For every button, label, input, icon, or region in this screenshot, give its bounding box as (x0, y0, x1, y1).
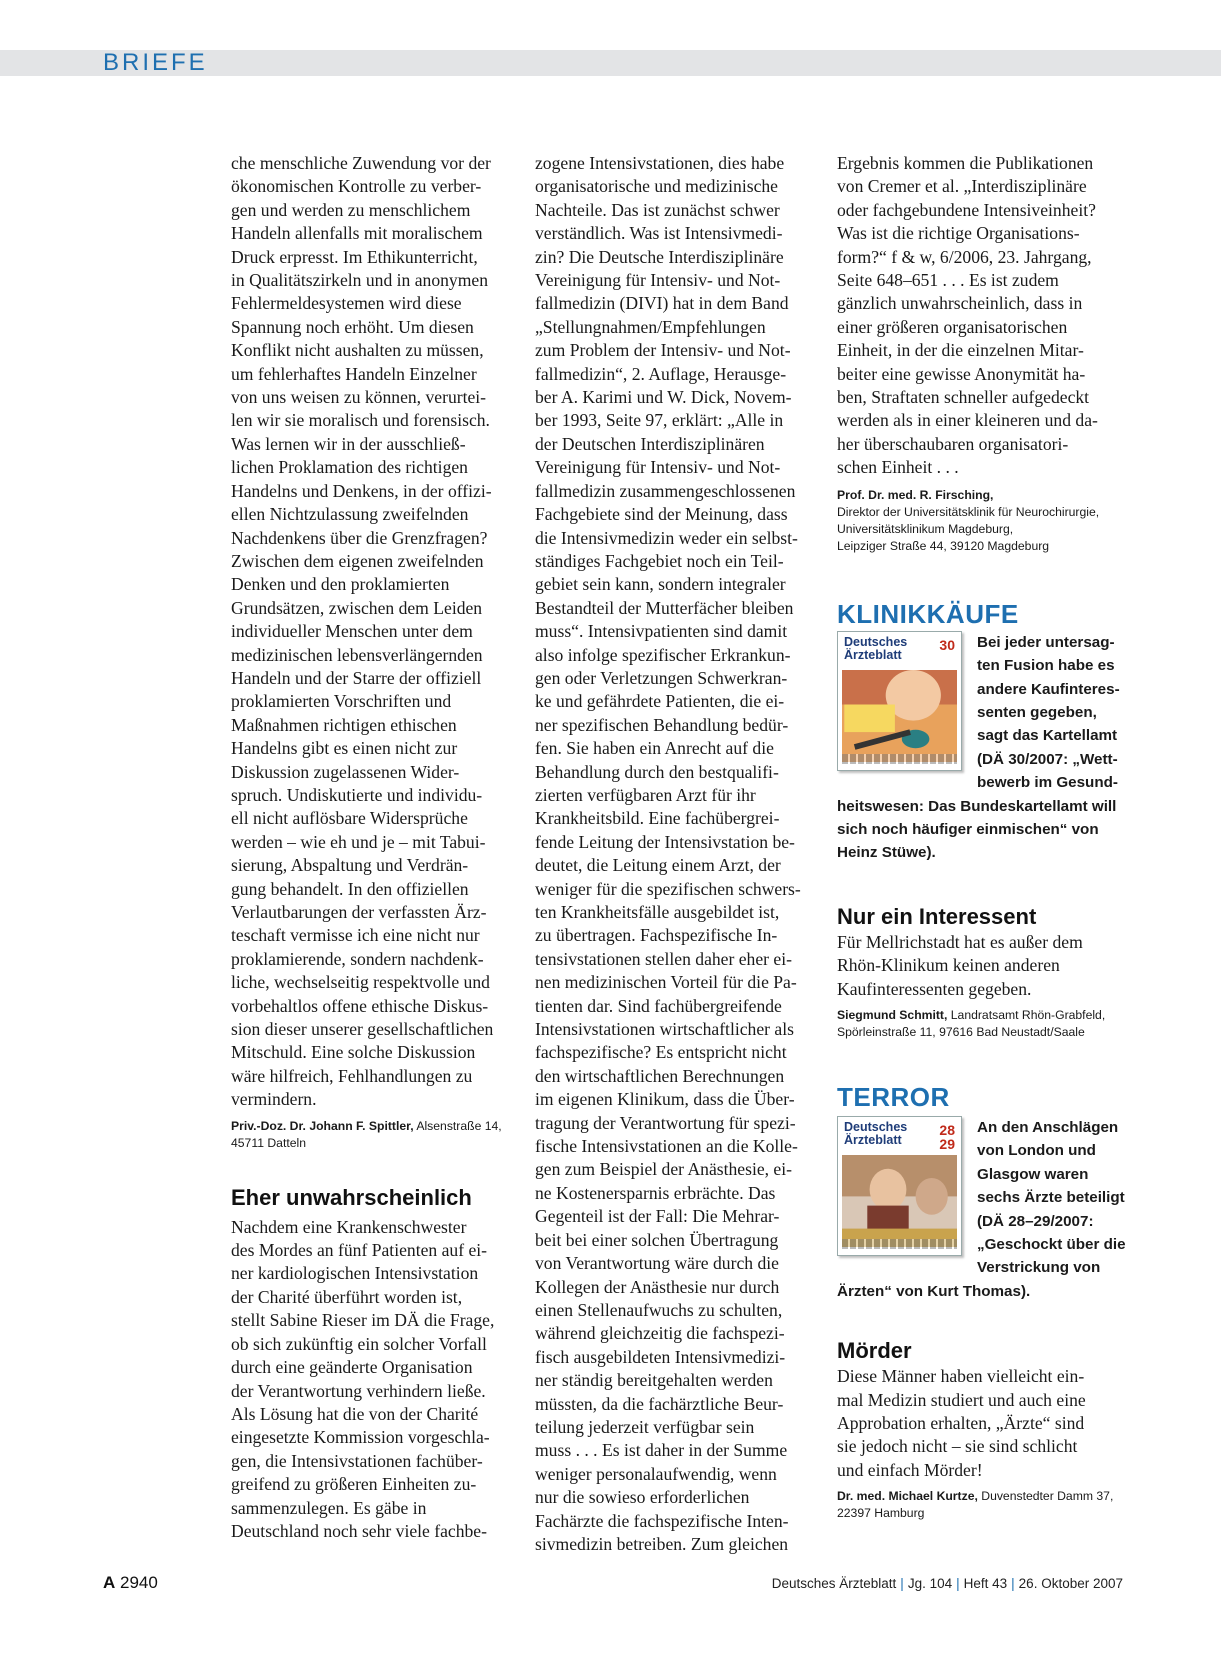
text-line: werden als in einer kleineren und da- (837, 410, 1098, 431)
text-line: stellt Sabine Rieser im DÄ die Frage, (231, 1310, 495, 1331)
magazine-cover-28-29 (837, 1116, 962, 1256)
text-line: „Stellungnahmen/Empfehlungen (535, 316, 766, 337)
journal-issue: Heft 43 (963, 1576, 1008, 1591)
text-line: individueller Menschen unter dem (231, 621, 473, 642)
text-line: medizinischen lebensverlängernden (231, 644, 483, 665)
divider: | (1011, 1576, 1015, 1591)
text-line: Approbation erhalten, „Ärzte“ sind (837, 1413, 1085, 1434)
text-line: der Charité überführt worden ist, (231, 1286, 463, 1307)
text-line: lichen Proklamation des richtigen (231, 457, 468, 478)
terror-intro (977, 1116, 1127, 1280)
text-line: beiter eine gewisse Anonymität ha- (837, 363, 1086, 384)
text-line: ner ständig bereitgehalten werden (535, 1370, 773, 1391)
kicker-terror: TERROR (837, 1081, 950, 1112)
text-line: Ärzten“ von Kurt Thomas). (837, 1282, 1031, 1300)
text-line: spruch. Undiskutierte und individu- (231, 784, 483, 805)
text-line: Spannung noch erhöht. Um diesen (231, 316, 474, 337)
text-line: Behandlung durch den bestqualifi- (535, 761, 779, 782)
text-line: vorbehaltlos offene ethische Diskus- (231, 995, 489, 1016)
letter-2-body (231, 1216, 521, 1544)
letter-4-heading: Mörder (837, 1338, 912, 1364)
text-line: nur die sowieso erforderlichen (535, 1487, 750, 1508)
text-line: muss“. Intensivpatienten sind damit (535, 621, 788, 642)
text-line: Denken und den proklamierten (231, 574, 450, 595)
text-line: verständlich. Was ist Intensivmedi- (535, 223, 783, 244)
text-line: Diskussion zugelassenen Wider- (231, 761, 460, 782)
terror-box (837, 1116, 1127, 1303)
text-line: andere Kaufinteres- (977, 680, 1120, 698)
text-line: Intensivstationen wirtschaftlicher als (535, 1019, 794, 1040)
text-line: Rhön-Klinikum keinen anderen (837, 955, 1060, 976)
text-line: gen oder Verletzungen Schwerkran- (535, 667, 788, 688)
text-line: Handelns gibt es einen nicht zur (231, 738, 458, 759)
text-line: zu übertragen. Fachspezifische In- (535, 925, 778, 946)
signature-institution: Universitätsklinikum Magdeburg, (837, 521, 1014, 536)
text-line: (DÄ 28–29/2007: (977, 1212, 1094, 1230)
text-line: zin? Die Deutsche Interdisziplinäre (535, 246, 784, 267)
text-line: zierten verfügbaren Arzt für ihr (535, 784, 756, 805)
text-line: eingesetzte Kommission vorgeschla- (231, 1427, 490, 1448)
journal-footer (772, 1575, 1123, 1593)
cover-title: Deutsches Ärzteblatt (844, 1119, 908, 1147)
divider: | (900, 1576, 904, 1591)
text-line: mal Medizin studiert und auch eine (837, 1389, 1086, 1410)
letter-2-heading: Eher unwahrscheinlich (231, 1184, 472, 1210)
text-line: fisch ausgebildeten Intensivmedizi- (535, 1346, 786, 1367)
text-line: Heinz Stüwe). (837, 844, 936, 862)
text-line: in Qualitätszirkeln und in anonymen (231, 270, 489, 291)
text-line: schen Einheit . . . (837, 457, 959, 478)
text-line: fallmedizin“, 2. Auflage, Herausge- (535, 363, 787, 384)
text-line: einen Stellenaufwuchs zu schulten, (535, 1299, 783, 1320)
text-line: Maßnahmen richtigen ethischen (231, 714, 457, 735)
text-line: gen und werden zu menschlichem (231, 199, 471, 220)
journal-date: 26. Oktober 2007 (1018, 1576, 1123, 1591)
text-line: ner kardiologischen Intensivstation (231, 1263, 479, 1284)
text-line: vermindern. (231, 1089, 317, 1110)
text-line: proklamierende, sondern nachdenk- (231, 948, 484, 969)
text-line: greifend zu größeren Einheiten zu- (231, 1474, 477, 1495)
text-line: An den Anschlägen (977, 1118, 1119, 1136)
text-line: sion dieser unserer gesellschaftlichen (231, 1019, 494, 1040)
text-line: Was ist die richtige Organisations- (837, 223, 1080, 244)
magazine-cover-30 (837, 631, 962, 771)
text-line: Nachdenkens über die Grenzfragen? (231, 527, 488, 548)
column-2 (535, 152, 818, 1556)
text-line: ell nicht auflösbare Widersprüche (231, 808, 468, 829)
letter-3-signature: Siegmund Schmitt, Landratsamt Rhön-Grabfeld, Spörleinstraße 11, 97616 Bad Neustadt/Saale (837, 1007, 1106, 1039)
text-line: Vereinigung für Intensiv- und Not- (535, 270, 781, 291)
text-line: Handeln und der Starre der offiziell (231, 667, 482, 688)
letter-3-heading: Nur ein Interessent (837, 903, 1037, 929)
text-line: sammenzulegen. Es gäbe in (231, 1497, 427, 1518)
text-line: senten gegeben, (977, 703, 1097, 721)
signature-address: Leipziger Straße 44, 39120 Magdeburg (837, 538, 1050, 553)
text-line: ellen Nichtzulassung zweifelnden (231, 504, 469, 525)
signature-affiliation: Direktor der Universitätsklinik für Neurochirurgie, (837, 504, 1100, 519)
text-line: (DÄ 30/2007: „Wett- (977, 750, 1118, 768)
text-line: Grundsätzen, zwischen dem Leiden (231, 597, 483, 618)
text-line: von Cremer et al. „Interdisziplinäre (837, 176, 1087, 197)
text-line: Krankheitsbild. Eine fachübergrei- (535, 808, 780, 829)
text-line: Mitschuld. Eine solche Diskussion (231, 1042, 476, 1063)
text-line: weniger personalaufwendig, wenn (535, 1463, 777, 1484)
text-line: gen, die Intensivstationen fachüber- (231, 1450, 483, 1471)
cover-footer (842, 754, 957, 764)
text-line: Diese Männer haben vielleicht ein- (837, 1366, 1085, 1387)
cover-photo-icon (842, 1155, 957, 1247)
cover-footer (842, 1239, 957, 1249)
journal-name: Deutsches Ärzteblatt (771, 1576, 897, 1591)
text-line: um fehlerhaftes Handeln Einzelner (231, 363, 477, 384)
cover-issue-number: 30 (939, 636, 955, 653)
text-line: teilung jederzeit verfügbar sein (535, 1416, 755, 1437)
text-line: von uns weisen zu können, verurtei- (231, 387, 487, 408)
text-line: des Mordes an fünf Patienten auf ei- (231, 1240, 488, 1261)
text-line: weniger für die spezifischen schwers- (535, 878, 801, 899)
text-line: beit bei einer solchen Übertragung (535, 1229, 779, 1250)
text-line: Kaufinteressenten gegeben. (837, 978, 1032, 999)
text-line: ne Kostenersparnis erbrächte. Das (535, 1182, 776, 1203)
text-line: ke und gefährdete Patienten, die ei- (535, 691, 785, 712)
letter-2-body-end (837, 152, 1127, 480)
text-line: oder fachgebundene Intensiveinheit? (837, 199, 1096, 220)
text-line: sagt das Kartellamt (977, 727, 1118, 745)
letter-4-body (837, 1365, 1127, 1482)
letter-2-body-continued (535, 152, 818, 1556)
cover-issue-number: 28 29 (939, 1121, 955, 1152)
text-line: teschaft vermisse ich eine nicht nur (231, 925, 480, 946)
text-line: gung behandelt. In den offiziellen (231, 878, 469, 899)
text-line: einer größeren organisatorischen (837, 316, 1068, 337)
text-line: ben, Straftaten schneller aufgedeckt (837, 387, 1090, 408)
text-line: fallmedizin zusammengeschlossenen (535, 480, 796, 501)
text-line: Bei jeder untersag- (977, 633, 1115, 651)
text-line: tragung der Verantwortung für spezi- (535, 1112, 796, 1133)
text-line: Einheit, in der die einzelnen Mitar- (837, 340, 1084, 361)
text-line: Nachteile. Das ist zunächst schwer (535, 199, 780, 220)
text-line: den wirtschaftlichen Berechnungen (535, 1065, 785, 1086)
text-line: Kollegen der Anästhesie nur durch (535, 1276, 780, 1297)
text-line: gen zum Beispiel der Anästhesie, ei- (535, 1159, 792, 1180)
text-line: muss . . . Es ist daher in der Summe (535, 1440, 788, 1461)
text-line: sich noch häufiger einmischen“ von (837, 820, 1099, 838)
klinikkaeufe-intro-continued (837, 795, 1127, 865)
text-line: ökonomischen Kontrolle zu verber- (231, 176, 482, 197)
text-line: zum Problem der Intensiv- und Not- (535, 340, 791, 361)
text-line: sierung, Abspaltung und Verdrän- (231, 855, 469, 876)
signature-name: Priv.-Doz. Dr. Johann F. Spittler, (231, 1118, 414, 1133)
signature-name: Prof. Dr. med. R. Firsching, (837, 487, 994, 502)
text-line: Handelns und Denkens, in der offizi- (231, 480, 492, 501)
text-line: Gegenteil ist der Fall: Die Mehrar- (535, 1206, 780, 1227)
text-line: ber A. Karimi und W. Dick, Novem- (535, 387, 792, 408)
klinikkaeufe-intro (977, 631, 1127, 795)
kicker-klinikkaeufe: KLINIKKÄUFE (837, 598, 1019, 629)
text-line: ten Krankheitsfälle ausgebildet ist, (535, 902, 780, 922)
text-line: ner spezifischen Behandlung bedür- (535, 714, 789, 735)
text-line: fallmedizin (DIVI) hat in dem Band (535, 293, 789, 314)
text-line: wäre hilfreich, Fehlhandlungen zu (231, 1065, 473, 1086)
text-line: tensivstationen stellen daher eher ei- (535, 948, 792, 969)
section-label: BRIEFE (103, 49, 208, 76)
text-line: Für Mellrichstadt hat es außer dem (837, 931, 1083, 952)
text-line: nen medizinischen Vorteil für die Pa- (535, 972, 797, 993)
text-line: Handeln allenfalls mit moralischem (231, 223, 483, 244)
text-line: Seite 648–651 . . . Es ist zudem (837, 270, 1059, 291)
text-line: „Geschockt über die (977, 1236, 1126, 1253)
text-line: also infolge spezifischer Erkrankun- (535, 644, 791, 665)
text-line: fachspezifische? Es entspricht nicht (535, 1042, 787, 1063)
text-line: sivmedizin betreiben. Zum gleichen (535, 1533, 789, 1554)
column-1 (231, 152, 521, 1543)
divider: | (956, 1576, 960, 1591)
text-line: Was lernen wir in der ausschließ- (231, 433, 466, 454)
letter-3-body (837, 931, 1127, 1001)
text-line: fische Intensivstationen an die Kolle- (535, 1136, 798, 1157)
text-line: gebiet sein kann, sondern integraler (535, 574, 786, 595)
signature-address: Alsenstraße 14, (413, 1118, 502, 1133)
text-line: Fehlermeldesystemen wird diese (231, 293, 462, 314)
text-line: ob sich zukünftig ein solcher Vorfall (231, 1333, 487, 1354)
text-line: Glasgow waren (977, 1165, 1089, 1183)
text-line: zogene Intensivstationen, dies habe (535, 153, 785, 173)
text-line: Druck erpresst. Im Ethikunterricht, (231, 246, 478, 267)
text-line: während gleichzeitig die fachspezi- (535, 1323, 785, 1344)
text-line: werden – wie eh und je – mit Tabui- (231, 831, 486, 852)
page-number: A 2940 (103, 1573, 158, 1592)
text-line: Verlautbarungen der verfassten Ärz- (231, 902, 487, 922)
text-line: ber 1993, Seite 97, erklärt: „Alle in (535, 410, 784, 431)
letter-2-signature (837, 487, 1127, 555)
text-line: proklamierten Vorschriften und (231, 691, 452, 712)
text-line: liche, wechselseitig respektvolle und (231, 972, 490, 993)
text-line: Ergebnis kommen die Publikationen (837, 153, 1094, 173)
text-line: durch eine geänderte Organisation (231, 1357, 473, 1378)
text-line: sechs Ärzte beteiligt (977, 1189, 1125, 1207)
text-line: Fachärzte die fachspezifische Inten- (535, 1510, 789, 1531)
text-line: fende Leitung der Intensivstation be- (535, 831, 795, 852)
terror-intro-continued (837, 1280, 1127, 1303)
text-line: fen. Sie haben ein Anrecht auf die (535, 738, 774, 759)
letter-4-signature: Dr. med. Michael Kurtze, Duvenstedter Damm 37, 22397 Hamburg (837, 1489, 1114, 1521)
text-line: der Deutschen Interdisziplinären (535, 433, 765, 454)
text-line: Fachgebiete sind der Meinung, dass (535, 504, 788, 525)
text-line: heitswesen: Das Bundeskartellamt will (837, 797, 1117, 815)
text-line: müssten, da die fachärztliche Beur- (535, 1393, 784, 1414)
text-line: von London und (977, 1142, 1096, 1160)
text-line: von Verantwortung wäre durch die (535, 1253, 779, 1274)
text-line: gänzlich unwahrscheinlich, dass in (837, 293, 1083, 314)
text-line: der Verantwortung verhindern ließe. (231, 1380, 486, 1401)
text-line: che menschliche Zuwendung vor der (231, 153, 491, 173)
letter-1-body (231, 152, 521, 1112)
text-line: und einfach Mörder! (837, 1459, 983, 1480)
text-line: ten Fusion habe es (977, 657, 1115, 675)
text-line: Als Lösung hat die von der Charité (231, 1403, 479, 1424)
cover-title: Deutsches Ärzteblatt (844, 634, 908, 662)
text-line: ständiges Fachgebiet noch ein Teil- (535, 550, 784, 571)
text-line: Zwischen dem eigenen zweifelnden (231, 550, 484, 571)
letter-1-signature (231, 1118, 521, 1152)
text-line: her überschaubaren organisatori- (837, 433, 1069, 454)
text-line: tienten dar. Sind fachübergreifende (535, 995, 782, 1016)
signature-city: 45711 Datteln (231, 1135, 306, 1150)
text-line: deutet, die Leitung einem Arzt, der (535, 855, 781, 876)
text-line: bewerb im Gesund- (977, 774, 1118, 792)
text-line: die Intensivmedizin weder ein selbst- (535, 527, 798, 548)
text-line: Nachdem eine Krankenschwester (231, 1216, 467, 1237)
text-line: Konflikt nicht aushalten zu müssen, (231, 340, 484, 361)
text-line: sie jedoch nicht – sie sind schlicht (837, 1436, 1078, 1457)
journal-volume: Jg. 104 (907, 1576, 953, 1591)
text-line: Verstrickung von (977, 1259, 1101, 1277)
column-3 (837, 152, 1127, 1522)
text-line: Bestandteil der Mutterfächer bleiben (535, 597, 794, 618)
text-line: Vereinigung für Intensiv- und Not- (535, 457, 781, 478)
cover-photo-icon (842, 670, 957, 762)
klinikkaeufe-box (837, 631, 1127, 865)
text-line: form?“ f & w, 6/2006, 23. Jahrgang, (837, 246, 1092, 267)
text-line: im eigenen Klinikum, dass die Über- (535, 1089, 795, 1110)
text-line: Deutschland noch sehr viele fachbe- (231, 1520, 487, 1541)
text-line: len wir sie moralisch und forensisch. (231, 410, 490, 431)
text-line: organisatorische und medizinische (535, 176, 778, 197)
